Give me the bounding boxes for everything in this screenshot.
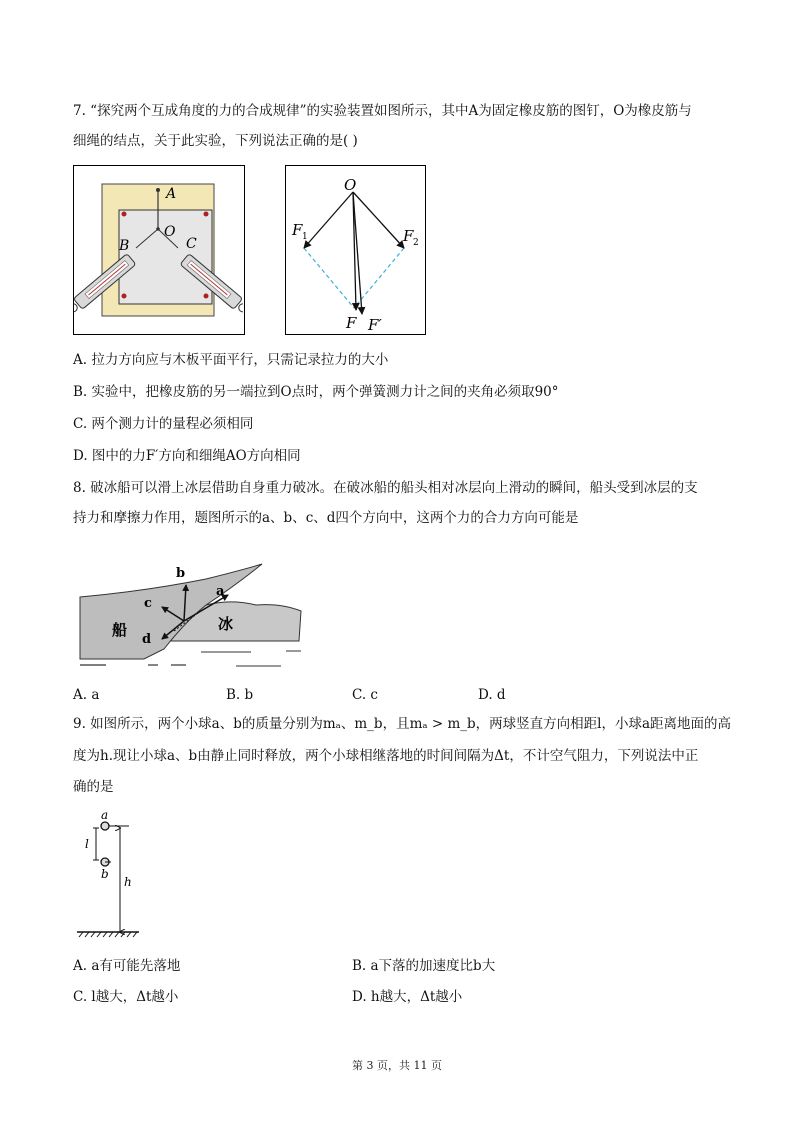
q9-option-b: B. a下落的加速度比b大 — [352, 958, 496, 974]
label-c: C — [186, 236, 197, 252]
label-a: a — [216, 584, 225, 599]
q7-stem-line1: 7. “探究两个互成角度的力的合成规律”的实验装置如图所示，其中A为固定橡皮筋的图钉，O为橡皮筋与 — [73, 103, 692, 119]
q8-option-b: B. b — [226, 687, 254, 703]
label-b: b — [176, 566, 186, 581]
q9-option-a: A. a有可能先落地 — [73, 958, 181, 974]
label-o: O — [164, 224, 176, 240]
label-f: F — [346, 314, 357, 332]
q7-force-diagram — [285, 165, 426, 335]
q9-stem-line2: 度为h.现让小球a、b由静止同时释放，两个小球相继落地的时间间隔为Δt，不计空气阻力，下列说法中正 — [73, 748, 699, 764]
label-f2-sub: 2 — [413, 238, 419, 248]
page-footer: 第 3 页，共 11 页 — [352, 1059, 442, 1072]
q7-stem-line2: 细绳的结点，关于此实验，下列说法正确的是( ) — [73, 133, 358, 149]
q9-falling-balls-figure — [73, 810, 153, 940]
label-a: A — [166, 186, 177, 202]
q8-option-c: C. c — [352, 687, 378, 703]
label-ship: 船 — [112, 621, 128, 639]
q9-stem-line3: 确的是 — [73, 779, 114, 795]
q8-stem-line1: 8. 破冰船可以滑上冰层借助自身重力破冰。在破冰船的船头相对冰层向上滑动的瞬间，船头受到冰层的支 — [73, 480, 698, 496]
q7-apparatus-figure — [73, 165, 245, 335]
q7-option-b: B. 实验中，把橡皮筋的另一端拉到O点时，两个弹簧测力计之间的夹角必须取90° — [73, 384, 559, 400]
q7-option-c: C. 两个测力计的量程必须相同 — [73, 416, 254, 432]
label-l: l — [85, 837, 89, 851]
q7-option-a: A. 拉力方向应与木板平面平行，只需记录拉力的大小 — [73, 352, 389, 368]
label-f1-sub: 1 — [302, 232, 308, 242]
label-f-prime: F′ — [368, 316, 382, 333]
label-b: b — [101, 867, 109, 881]
q9-stem-line1: 9. 如图所示，两个小球a、b的质量分别为mₐ、m_b，且mₐ > m_b，两球竖直方向相距l，小球a距离地面的高 — [73, 716, 732, 732]
label-d: d — [142, 632, 152, 647]
label-ice: 冰 — [218, 615, 234, 633]
q8-icebreaker-figure — [76, 555, 306, 675]
label-f1: F — [292, 221, 303, 239]
label-h: h — [124, 875, 132, 889]
q9-option-c: C. l越大，Δt越小 — [73, 989, 179, 1005]
q8-option-a: A. a — [73, 687, 100, 703]
q7-option-d: D. 图中的力F′方向和细绳AO方向相同 — [73, 448, 301, 464]
label-a: a — [101, 810, 109, 822]
label-o: O — [344, 176, 357, 194]
label-b: B — [119, 238, 130, 254]
label-f2: F — [403, 227, 414, 245]
label-c: c — [144, 596, 152, 611]
q8-option-d: D. d — [478, 687, 506, 703]
q9-option-d: D. h越大，Δt越小 — [352, 989, 463, 1005]
q8-stem-line2: 持力和摩擦力作用，题图所示的a、b、c、d四个方向中，这两个力的合力方向可能是 — [73, 510, 579, 526]
